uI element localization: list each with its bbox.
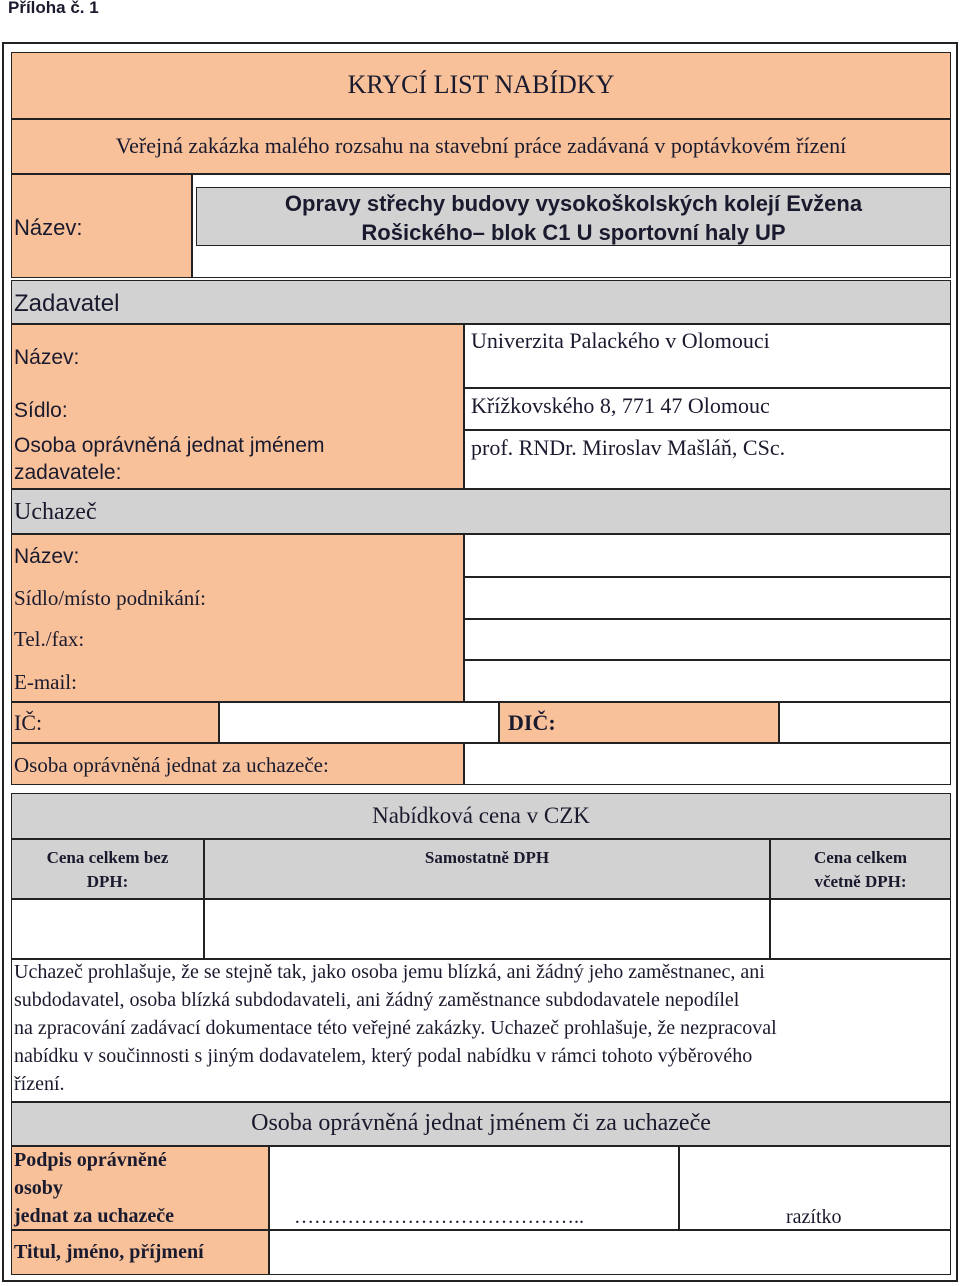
- declaration-line1: Uchazeč prohlašuje, že se stejně tak, jako osoba jemu blízká, ani žádný jeho zaměstnanec, ani: [14, 961, 765, 983]
- price-with-vat-field[interactable]: [770, 899, 951, 959]
- signer-name-field[interactable]: [269, 1230, 951, 1275]
- signature-label-line1: Podpis oprávněné: [14, 1149, 167, 1171]
- bidder-phone-label: Tel./fax:: [14, 627, 85, 651]
- section-contracting-authority-label: Zadavatel: [14, 290, 120, 317]
- price-col-with-vat-line2: včetně DPH:: [814, 872, 907, 891]
- contract-name-line2: Rošického– blok C1 U sportovní haly UP: [361, 220, 786, 245]
- ic-label: IČ:: [14, 710, 43, 735]
- section-bidder-label: Uchazeč: [14, 499, 97, 525]
- bidder-name-field[interactable]: [464, 534, 951, 577]
- bidder-phone-field[interactable]: [464, 619, 951, 660]
- authority-person-label-1: Osoba oprávněná jednat jménem: [14, 434, 325, 457]
- price-vat-field[interactable]: [204, 899, 770, 959]
- bidder-seat-label: Sídlo/místo podnikání:: [14, 586, 206, 610]
- authority-person-label-2: zadavatele:: [14, 461, 122, 484]
- form-subtitle: Veřejná zakázka malého rozsahu na stavební práce zadávaná v poptávkovém řízení: [115, 133, 847, 158]
- authority-seat-label: Sídlo:: [14, 399, 68, 422]
- signature-dots: ……………………………………..: [294, 1206, 584, 1228]
- form-title: KRYCÍ LIST NABÍDKY: [347, 70, 615, 99]
- ic-label-cell: [11, 702, 219, 743]
- ic-field[interactable]: [219, 702, 499, 743]
- authority-person-value: prof. RNDr. Miroslav Mašláň, CSc.: [471, 435, 786, 460]
- signature-heading: Osoba oprávněná jednat jménem či za uchazeče: [251, 1110, 711, 1136]
- bidder-name-label: Název:: [14, 545, 80, 568]
- authority-seat-value: Křížkovského 8, 771 47 Olomouc: [471, 393, 770, 418]
- signature-label-line2: osoby: [14, 1177, 63, 1199]
- price-without-vat-field[interactable]: [11, 899, 204, 959]
- declaration-line4: nabídku v součinnosti s jiným dodavatelem, který podal nabídku v rámci tohoto výběrového: [14, 1045, 753, 1067]
- bidder-seat-field[interactable]: [464, 577, 951, 619]
- bidder-email-label: E-mail:: [14, 670, 77, 694]
- annex-label: Příloha č. 1: [8, 0, 99, 17]
- dic-field[interactable]: [779, 702, 951, 743]
- section-bidder: [11, 489, 951, 534]
- price-col-with-vat-line1: Cena celkem: [813, 848, 907, 867]
- price-col-without-vat-line1: Cena celkem bez: [46, 848, 169, 867]
- bidder-email-field[interactable]: [464, 660, 951, 702]
- signer-name-label: Titul, jméno, příjmení: [14, 1241, 204, 1263]
- authority-name-value: Univerzita Palackého v Olomouci: [471, 328, 770, 353]
- signature-label-line3: jednat za uchazeče: [14, 1205, 174, 1227]
- declaration-line3: na zpracování zadávací dokumentace této veřejné zakázky. Uchazeč prohlašuje, že nezpracoval: [14, 1017, 777, 1039]
- price-col-without-vat-line2: DPH:: [86, 872, 129, 891]
- declaration-line5: řízení.: [14, 1073, 65, 1095]
- dic-label: DIČ:: [508, 710, 556, 735]
- contract-name-line1: Opravy střechy budovy vysokoškolských kolejí Evžena: [284, 191, 863, 216]
- bidder-person-label: Osoba oprávněná jednat za uchazeče:: [14, 753, 329, 777]
- authority-name-label: Název:: [14, 346, 80, 369]
- price-col-vat-label: Samostatně DPH: [424, 848, 550, 867]
- stamp-label: razítko: [786, 1206, 842, 1228]
- section-contracting-authority: [11, 280, 951, 324]
- declaration-line2: subdodavatel, osoba blízká subdodavateli, ani žádný zaměstnance subdodavatele nepodílel: [14, 989, 740, 1011]
- price-heading: Nabídková cena v CZK: [372, 803, 590, 828]
- contract-name-label: Název:: [14, 215, 83, 240]
- bidder-person-field[interactable]: [464, 743, 951, 785]
